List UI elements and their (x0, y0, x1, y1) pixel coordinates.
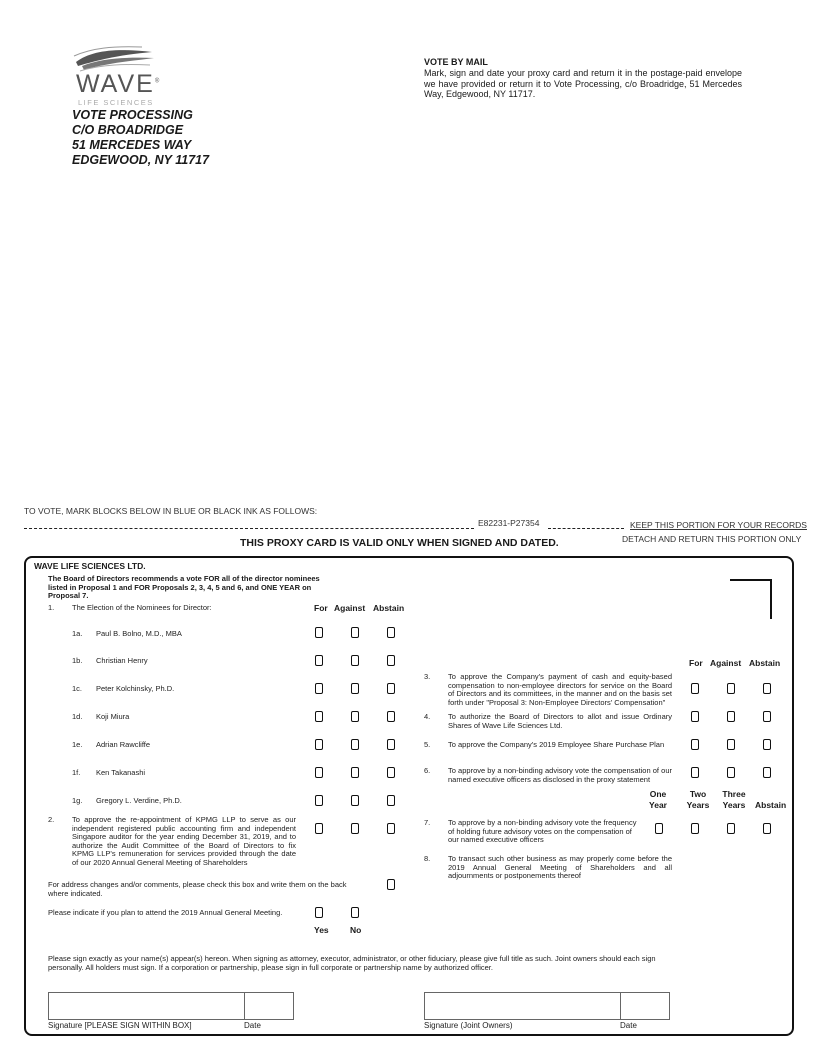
detach-line-left (24, 528, 474, 529)
vote-abstain-checkbox[interactable] (387, 627, 395, 638)
marking-instructions: TO VOTE, MARK BLOCKS BELOW IN BLUE OR BLACK INK AS FOLLOWS: (24, 506, 318, 516)
vote-abstain-checkbox[interactable] (763, 683, 771, 694)
keep-portion-label: KEEP THIS PORTION FOR YOUR RECORDS (630, 520, 807, 530)
vote-for-checkbox[interactable] (315, 683, 323, 694)
nominee-code: 1f. (72, 768, 81, 777)
detach-line-right (548, 528, 624, 529)
vote-against-checkbox[interactable] (351, 655, 359, 666)
vote-for-checkbox[interactable] (315, 739, 323, 750)
nominee-code: 1g. (72, 796, 83, 805)
header-abstain-right: Abstain (749, 658, 781, 668)
attend-yes-checkbox[interactable] (315, 907, 323, 918)
vote-against-checkbox[interactable] (727, 711, 735, 722)
vote-frequency-abstain-checkbox[interactable] (763, 823, 771, 834)
vote-against-checkbox[interactable] (727, 683, 735, 694)
vote-abstain-checkbox[interactable] (387, 683, 395, 694)
header-against-right: Against (710, 658, 742, 668)
nominee-name: Gregory L. Verdine, Ph.D. (96, 796, 182, 805)
header-frequency-abstain: Abstain (755, 800, 787, 810)
vote-against-checkbox[interactable] (727, 739, 735, 750)
vote-against-checkbox[interactable] (727, 767, 735, 778)
nominee-name: Paul B. Bolno, M.D., MBA (96, 629, 182, 638)
vote-by-mail-text: Mark, sign and date your proxy card and return it in the postage-paid envelope we have provided or return it to Vote Processing, c/o Broadridge, 51 Mercedes Way, Edgewood, NY 11717. (424, 68, 742, 99)
joint-date-box[interactable] (620, 992, 670, 1020)
nominee-name: Adrian Rawcliffe (96, 740, 151, 749)
vote-abstain-checkbox[interactable] (387, 739, 395, 750)
attend-yes-label: Yes (314, 925, 329, 935)
proposal-7-text: To approve by a non-binding advisory vote the frequency of holding future advisory votes on the compensation of our named executive officers (448, 818, 637, 845)
nominee-code: 1a. (72, 629, 83, 638)
vote-against-checkbox[interactable] (351, 711, 359, 722)
vote-three-years-checkbox[interactable] (727, 823, 735, 834)
control-number: E82231-P27354 (478, 518, 540, 528)
proposal-3-number: 3. (424, 672, 431, 681)
vote-for-checkbox[interactable] (315, 823, 323, 834)
address-change-checkbox[interactable] (387, 879, 395, 890)
proposal-6-text: To approve by a non-binding advisory vote the compensation of our named executive officers as disclosed in the proxy statement (448, 766, 672, 784)
nominee-name: Koji Miura (96, 712, 130, 721)
vote-against-checkbox[interactable] (351, 627, 359, 638)
vote-by-mail-title: VOTE BY MAIL (424, 57, 488, 67)
header-abstain: Abstain (373, 603, 405, 613)
logo-subtitle: LIFE SCIENCES (78, 98, 154, 107)
header-three-years: Three Years (722, 789, 746, 810)
joint-date-label: Date (620, 1021, 637, 1030)
vote-against-checkbox[interactable] (351, 823, 359, 834)
return-address: VOTE PROCESSING C/O BROADRIDGE 51 MERCEDES WAY EDGEWOOD, NY 11717 (72, 108, 210, 167)
header-two-years: Two Years (686, 789, 710, 810)
proposal-2-text: To approve the re-appointment of KPMG LLP to serve as our independent registered public accounting firm and independent Singapore auditor for the year ending December 31, 2019, and to authorize the Audit Committee of the Board of Directors to fix KPMG LLP's remuneration for services provided through the date of our 2020 Annual General Meeting of Shareholders (72, 815, 296, 867)
vote-for-checkbox[interactable] (315, 627, 323, 638)
proposal-6-number: 6. (424, 766, 431, 775)
detach-portion-label: DETACH AND RETURN THIS PORTION ONLY (622, 534, 802, 544)
company-name: WAVE LIFE SCIENCES LTD. (34, 561, 146, 571)
date-box[interactable] (244, 992, 294, 1020)
nominee-code: 1c. (72, 684, 83, 693)
joint-signature-box[interactable] (424, 992, 621, 1020)
vote-abstain-checkbox[interactable] (763, 767, 771, 778)
vote-abstain-checkbox[interactable] (387, 823, 395, 834)
signature-label: Signature [PLEASE SIGN WITHIN BOX] (48, 1021, 192, 1030)
attend-meeting-text: Please indicate if you plan to attend the 2019 Annual General Meeting. (48, 908, 283, 917)
proposal-5-text: To approve the Company's 2019 Employee Share Purchase Plan (448, 740, 665, 749)
vote-against-checkbox[interactable] (351, 767, 359, 778)
address-change-text: For address changes and/or comments, please check this box and write them on the back where indicated. (48, 880, 347, 898)
vote-for-checkbox[interactable] (691, 683, 699, 694)
proposal-1-number: 1. (48, 603, 55, 612)
proposal-3-text: To approve the Company's payment of cash and equity-based compensation to non-employee directors for service on the Board of Directors and its committees, in the manner and on the basis set forth under "Proposal 3: Non-Employee Directors' Compensation" (448, 672, 672, 707)
vote-for-checkbox[interactable] (315, 795, 323, 806)
proposal-7-number: 7. (424, 818, 431, 827)
vote-abstain-checkbox[interactable] (387, 767, 395, 778)
nominee-name: Peter Kolchinsky, Ph.D. (96, 684, 175, 693)
sign-instructions: Please sign exactly as your name(s) appear(s) hereon. When signing as attorney, executor, administrator, or other fiduciary, please give full title as such. Joint owners should each sign personally. All holders must sign. If a corporation or partnership, please sign in full corporate or partnership name by authorized officer. (48, 954, 656, 972)
vote-for-checkbox[interactable] (691, 739, 699, 750)
vote-for-checkbox[interactable] (691, 711, 699, 722)
nominee-code: 1e. (72, 740, 83, 749)
attend-no-label: No (350, 925, 362, 935)
vote-for-checkbox[interactable] (315, 711, 323, 722)
header-for: For (314, 603, 328, 613)
proposal-4-text: To authorize the Board of Directors to allot and issue Ordinary Shares of Wave Life Sciences Ltd. (448, 712, 672, 730)
vote-abstain-checkbox[interactable] (387, 711, 395, 722)
vote-abstain-checkbox[interactable] (763, 739, 771, 750)
vote-one-year-checkbox[interactable] (655, 823, 663, 834)
vote-two-years-checkbox[interactable] (691, 823, 699, 834)
vote-against-checkbox[interactable] (351, 739, 359, 750)
proposal-4-number: 4. (424, 712, 431, 721)
nominee-code: 1b. (72, 656, 83, 665)
board-recommendation: The Board of Directors recommends a vote FOR all of the director nominees listed in Proposal 1 and FOR Proposals 2, 3, 4, 5 and 6, and ONE YEAR on Proposal 7. (48, 574, 320, 600)
proposal-8-text: To transact such other business as may properly come before the 2019 Annual General Meeting of Shareholders and all adjournments or postponements thereof (448, 854, 672, 881)
logo-wordmark: WAVE® (76, 70, 162, 98)
vote-for-checkbox[interactable] (315, 767, 323, 778)
signature-box[interactable] (48, 992, 245, 1020)
proposal-8-number: 8. (424, 854, 431, 863)
proposal-1-text: The Election of the Nominees for Director: (72, 603, 212, 612)
header-one-year: One Year (649, 789, 667, 810)
nominee-name: Christian Henry (96, 656, 148, 665)
corner-mark (730, 579, 772, 619)
vote-against-checkbox[interactable] (351, 683, 359, 694)
vote-abstain-checkbox[interactable] (387, 795, 395, 806)
joint-signature-label: Signature (Joint Owners) (424, 1021, 513, 1030)
vote-abstain-checkbox[interactable] (763, 711, 771, 722)
proposal-2-number: 2. (48, 815, 55, 824)
nominee-name: Ken Takanashi (96, 768, 146, 777)
nominee-code: 1d. (72, 712, 83, 721)
proposal-5-number: 5. (424, 740, 431, 749)
valid-notice: THIS PROXY CARD IS VALID ONLY WHEN SIGNED AND DATED. (240, 537, 559, 549)
vote-against-checkbox[interactable] (351, 795, 359, 806)
attend-no-checkbox[interactable] (351, 907, 359, 918)
vote-for-checkbox[interactable] (315, 655, 323, 666)
header-against: Against (334, 603, 366, 613)
vote-for-checkbox[interactable] (691, 767, 699, 778)
header-for-right: For (689, 658, 703, 668)
vote-abstain-checkbox[interactable] (387, 655, 395, 666)
date-label: Date (244, 1021, 261, 1030)
